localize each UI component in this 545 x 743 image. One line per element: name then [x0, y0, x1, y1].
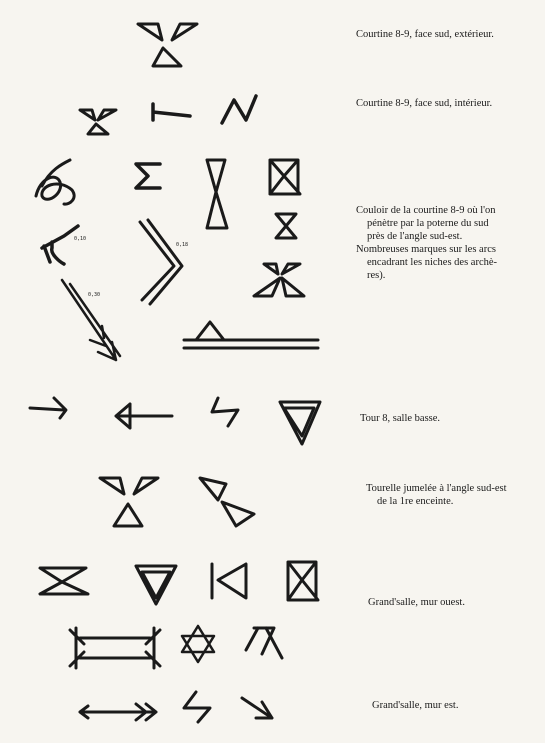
- caption-couloir-line-1: Couloir de la courtine 8-9 où l'on: [356, 205, 496, 216]
- mark-hourglass-small: [276, 214, 296, 238]
- caption-courtine-exterieur: Courtine 8-9, face sud, extérieur.: [356, 29, 494, 40]
- mark-bar-lambda: [246, 628, 282, 658]
- scale-note-3: 0,30: [88, 292, 101, 298]
- caption-tourelle: [366, 482, 542, 508]
- caption-grandsalle-est: Grand'salle, mur est.: [372, 700, 459, 711]
- caption-couloir-line-4: Nombreuses marques sur les arcs: [356, 244, 496, 255]
- mark-t-shape: [153, 104, 190, 120]
- mark-hourglass-tall: [207, 160, 227, 228]
- mark-triangle-down-2: [136, 566, 176, 604]
- caption-tourelle-line-1: Tourelle jumelée à l'angle sud-est: [366, 483, 507, 494]
- mark-hexagram: [182, 626, 214, 662]
- mark-lightning-2: [184, 692, 210, 722]
- mark-bowtie-diagonal: [200, 478, 254, 526]
- mark-sigma: [136, 164, 160, 188]
- mark-double-bar-frame: [70, 628, 160, 668]
- mark-double-arrow: [80, 704, 156, 720]
- mark-bar-triangle: [212, 564, 246, 598]
- mark-triple-triangle-2: [80, 110, 116, 134]
- mark-hourglass-framed-2: [288, 562, 318, 600]
- scale-note-1: 0,10: [74, 236, 87, 242]
- mark-arrow-left: [116, 404, 172, 428]
- caption-tour-8: Tour 8, salle basse.: [360, 413, 441, 424]
- mark-n-shape: [222, 96, 256, 123]
- caption-tourelle-line-2: de la 1re enceinte.: [377, 496, 454, 507]
- mark-triangle-down: [280, 402, 320, 444]
- caption-couloir-line-5: encadrant les niches des archè-: [367, 257, 498, 268]
- caption-couloir-line-2: pénètre par la poterne du sud: [367, 218, 489, 229]
- mark-arrow-diagonal: [242, 698, 272, 718]
- caption-courtine-interieur: Courtine 8-9, face sud, intérieur.: [356, 98, 493, 109]
- mark-triangle-on-lines: [184, 322, 318, 348]
- mark-lightning: [212, 398, 238, 426]
- mark-triple-triangle-3: [254, 264, 304, 296]
- mark-hourglass-framed: [270, 160, 300, 194]
- mark-chevron: [140, 220, 182, 304]
- mark-hourglass-wide: [40, 568, 88, 594]
- mark-script-letter: [36, 160, 74, 204]
- mark-hammer: [42, 226, 78, 264]
- caption-couloir: [356, 204, 536, 282]
- caption-couloir-line-3: près de l'angle sud-est.: [367, 231, 463, 242]
- mark-y-rune: [30, 398, 66, 418]
- mark-triple-triangle-4: [100, 478, 158, 526]
- caption-grandsalle-ouest: Grand'salle, mur ouest.: [368, 597, 465, 608]
- scale-note-2: 0,18: [176, 242, 189, 248]
- caption-couloir-line-6: res).: [367, 270, 386, 281]
- mark-triple-triangle-1: [138, 24, 197, 66]
